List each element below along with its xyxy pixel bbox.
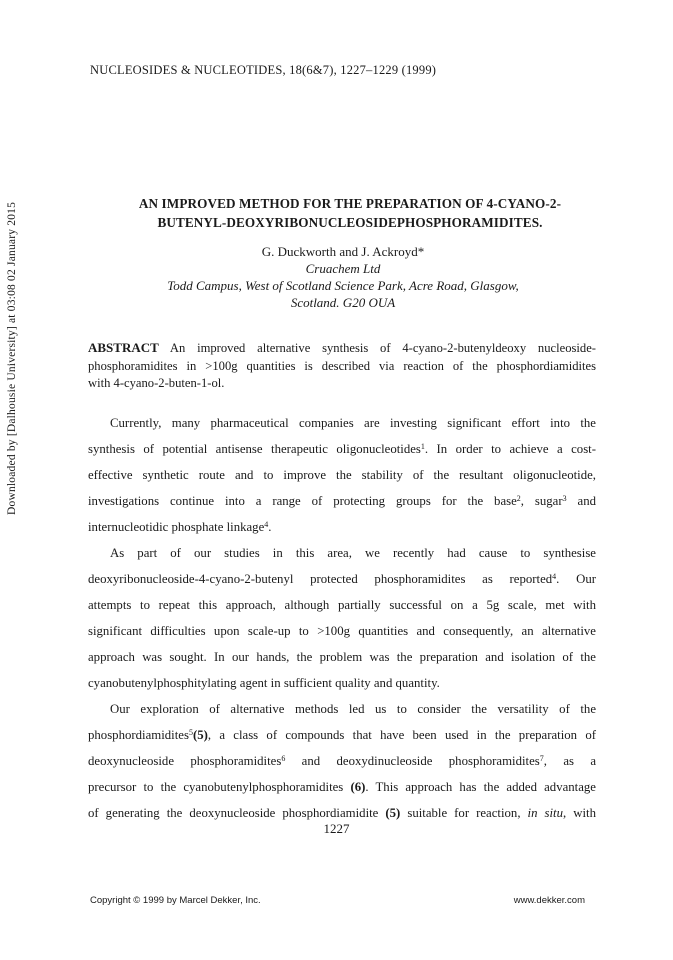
citation-ref: 7: [539, 754, 544, 763]
citation-ref: 4: [552, 572, 557, 581]
italic-term: in situ: [527, 806, 564, 820]
abstract-text-1: An improved alternative synthesis of 4-cyano-2-butenyldeoxy nucleoside-: [169, 341, 596, 355]
body-line: precursor to the cyanobutenylphosphoramidites (6). This approach has the added advantage: [88, 780, 596, 794]
paper-title: [100, 194, 600, 232]
compound-ref: (6): [350, 780, 366, 794]
body-line: synthesis of potential antisense therapeutic oligonucleotides$^1$. In order to achieve a cost-: [88, 442, 596, 456]
body-line: significant difficulties upon scale-up to >100g quantities and consequently, an alternative: [88, 624, 596, 638]
compound-ref: (5): [192, 728, 208, 742]
body-line: phosphordiamidites$^5$(5), a class of compounds that have been used in the preparation of: [88, 728, 596, 742]
citation-ref: 6: [281, 754, 286, 763]
journal-header: NUCLEOSIDES & NUCLEOTIDES, 18(6&7), 1227–1229 (1999): [90, 63, 437, 77]
abstract-label: ABSTRACT: [88, 340, 159, 355]
body-line: As part of our studies in this area, we recently had cause to synthesise: [110, 546, 596, 560]
abstract: [88, 339, 596, 393]
body-line: cyanobutenylphosphitylating agent in sufficient quality and quantity.: [88, 676, 440, 690]
authors: G. Duckworth and J. Ackroyd*: [261, 244, 425, 259]
body-line: attempts to repeat this approach, although partially successful on a 5g scale, met with: [88, 598, 596, 612]
affiliation-company: Cruachem Ltd: [305, 261, 381, 276]
affiliation-address-line-1: Todd Campus, West of Scotland Science Park, Acre Road, Glasgow,: [167, 278, 519, 293]
citation-ref: 3: [562, 494, 567, 503]
abstract-line-3: with 4-cyano-2-buten-1-ol.: [88, 376, 225, 390]
title-line-2: BUTENYL-DEOXYRIBONUCLEOSIDEPHOSPHORAMIDITES.: [157, 215, 543, 230]
body-line: of generating the deoxynucleoside phosphordiamidite (5) suitable for reaction, in situ, with: [88, 806, 596, 820]
copyright-notice: Copyright © 1999 by Marcel Dekker, Inc.: [90, 895, 261, 906]
citation-ref: 4: [264, 520, 269, 529]
compound-ref: (5): [385, 806, 401, 820]
citation-ref: 2: [516, 494, 521, 503]
page-number: 1227: [323, 821, 350, 836]
body-line: effective synthetic route and to improve the stability of the resultant oligonucleotide,: [88, 468, 596, 482]
abstract-line-1: [88, 339, 596, 358]
body-line: Our exploration of alternative methods led us to consider the versatility of the: [110, 702, 596, 716]
body-line: internucleotidic phosphate linkage$^4$.: [88, 520, 272, 534]
body-text: [88, 410, 596, 826]
abstract-line-2: phosphoramidites in >100g quantities is described via reaction of the phosphordiamidites: [88, 358, 596, 373]
download-watermark: Downloaded by [Dalhousie University] at 03:08 02 January 2015: [6, 201, 18, 515]
citation-ref: 5: [188, 728, 193, 737]
citation-ref: 1: [420, 442, 425, 451]
affiliation-address-line-2: Scotland. G20 OUA: [290, 295, 396, 310]
body-line: Currently, many pharmaceutical companies are investing significant effort into the: [110, 416, 596, 430]
body-line: deoxyribonucleoside-4-cyano-2-butenyl protected phosphoramidites as reported$^4$. Our: [88, 572, 596, 586]
body-line: investigations continue into a range of protecting groups for the base$^2$, sugar$^3$ and: [88, 494, 596, 508]
title-line-1: AN IMPROVED METHOD FOR THE PREPARATION OF 4-CYANO-2-: [138, 196, 562, 211]
publisher-website: www.dekker.com: [513, 895, 585, 906]
body-line: deoxynucleoside phosphoramidites$^6$ and deoxydinucleoside phosphoramidites$^7$, as a: [88, 754, 596, 768]
body-line: approach was sought. In our hands, the problem was the preparation and isolation of the: [88, 650, 596, 664]
